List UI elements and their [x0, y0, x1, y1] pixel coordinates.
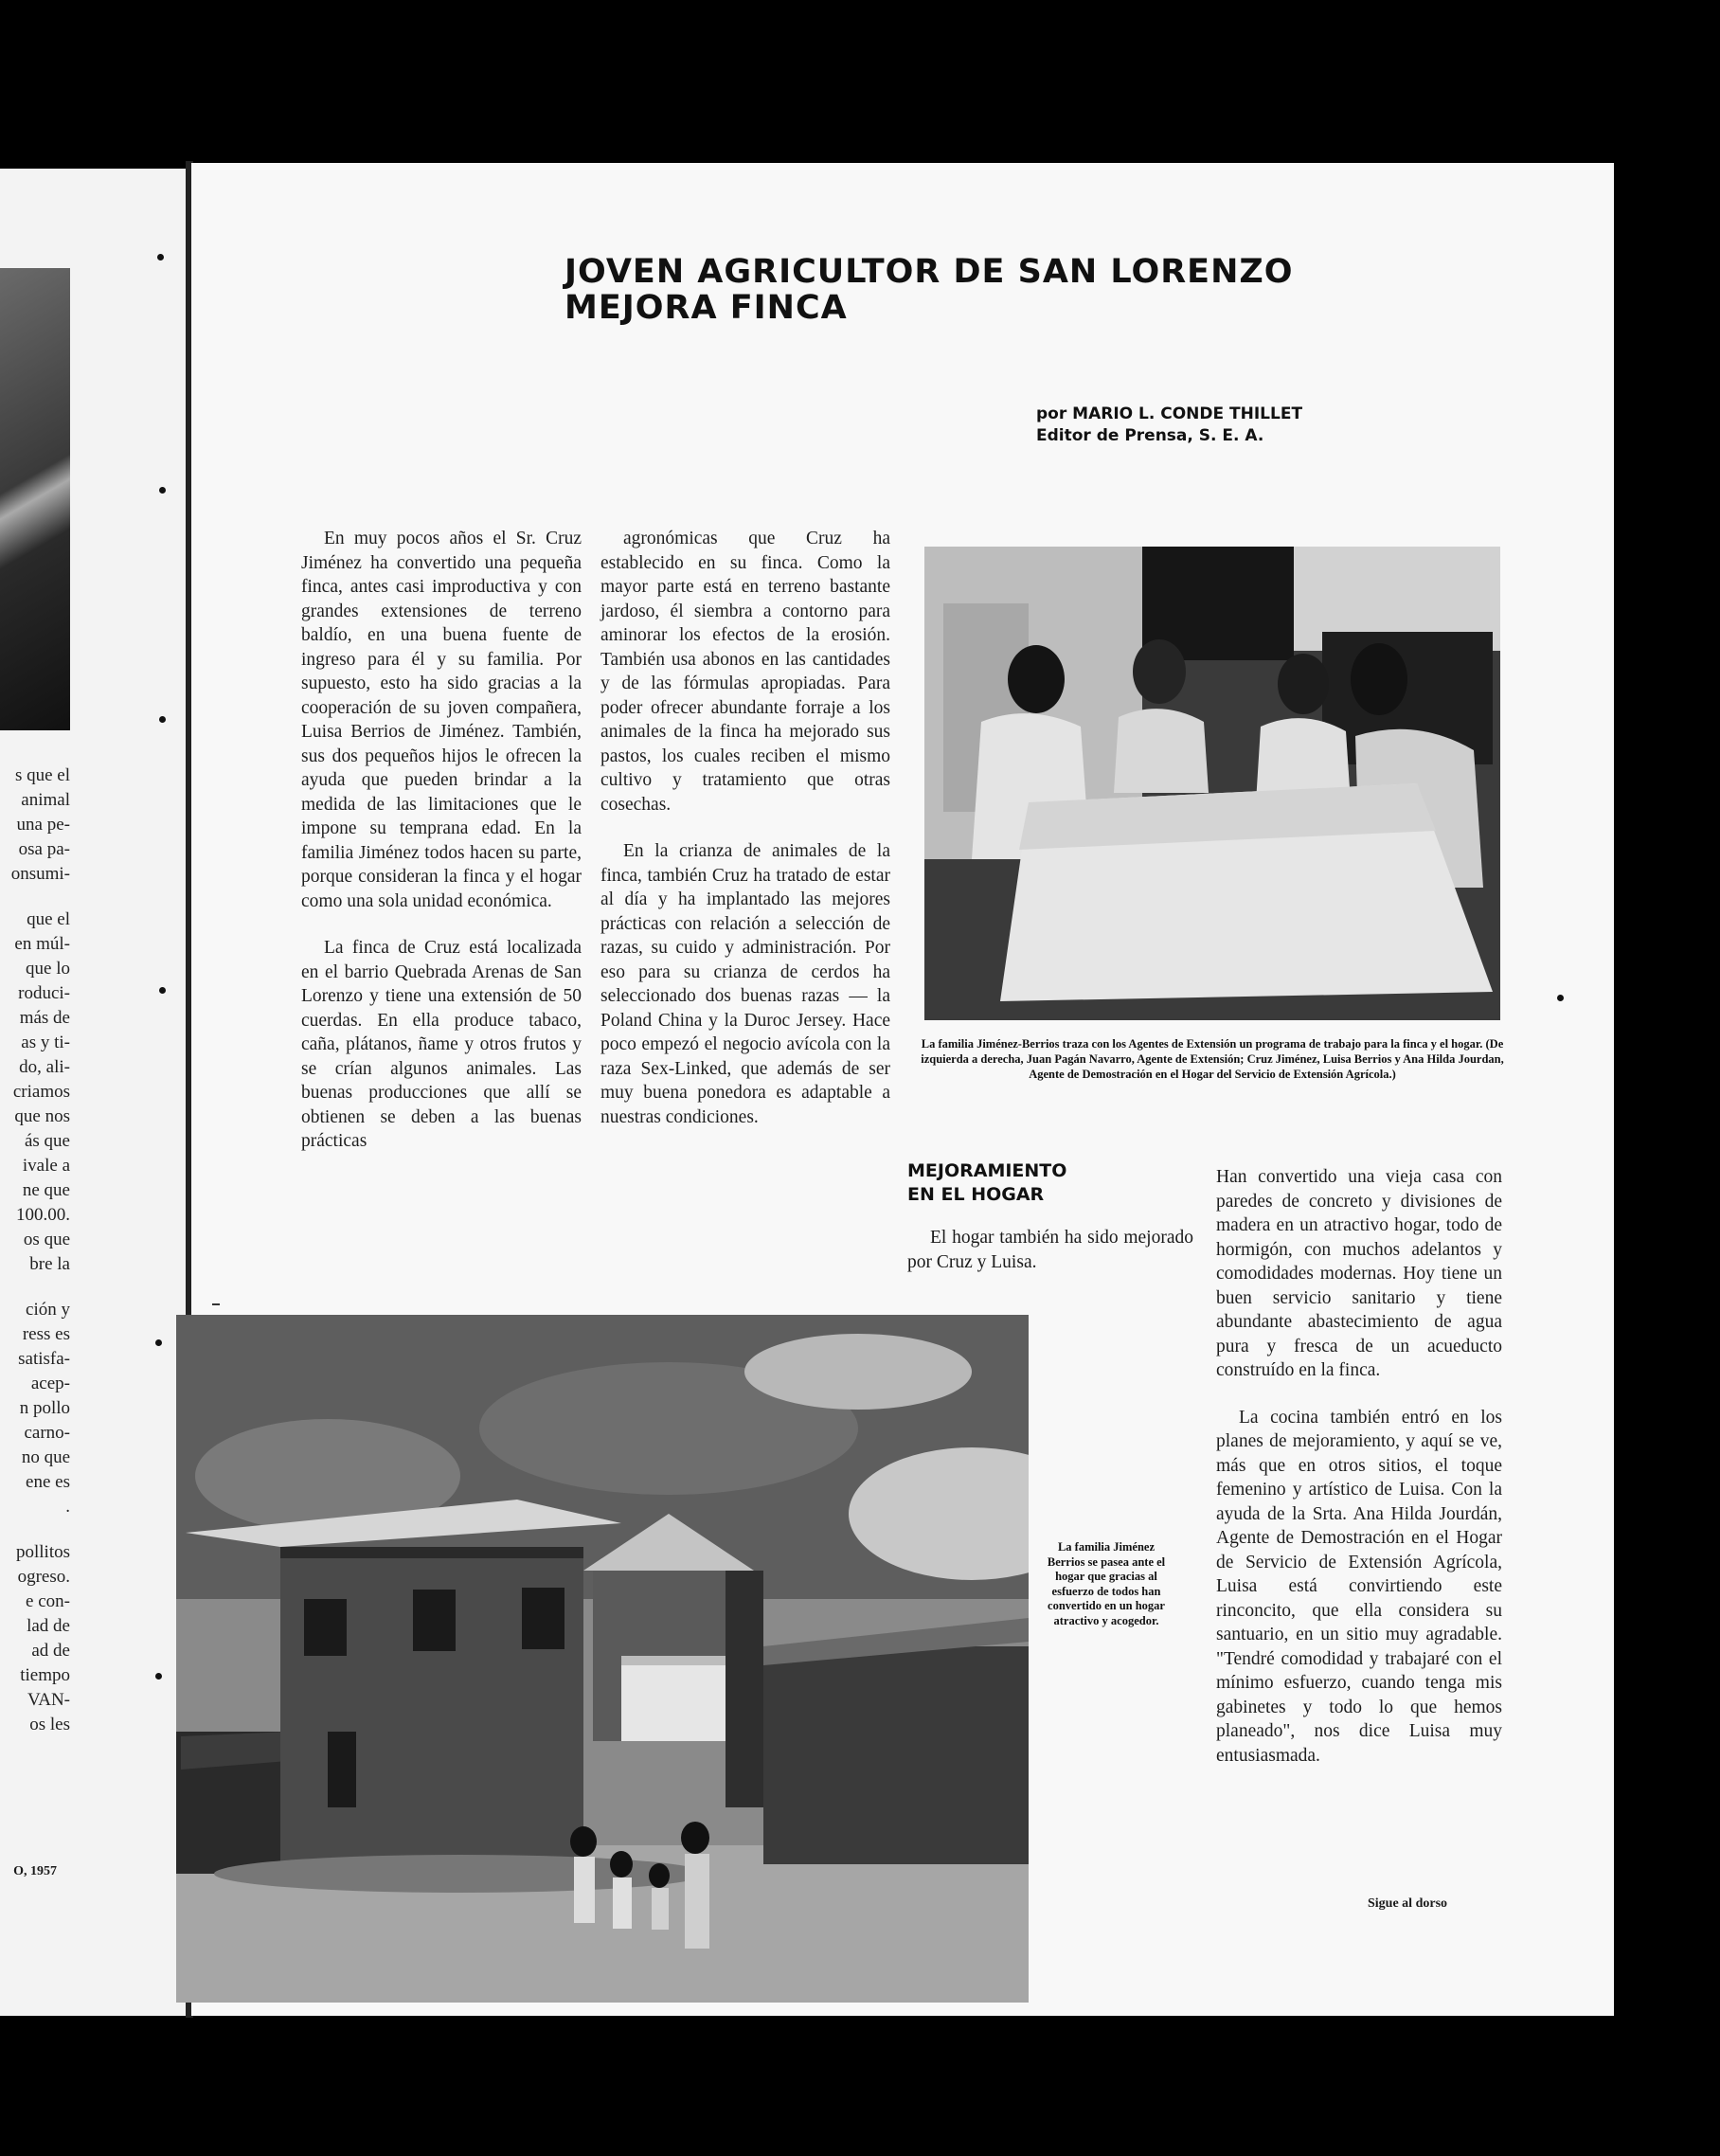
- byline-role: Editor de Prensa, S. E. A.: [1036, 426, 1264, 445]
- paragraph: La cocina también entró en los planes de mejoramiento, y aquí se ve, más que en otros sitios, el toque femenino y artístico de Luisa. Con la ayuda de la Srta. Ana Hilda Jourdán, Agente de Demostración en el Hogar de Servicio de Extensión Agrícola, Luisa está convirtiendo este rinconcito, que ella considera su santuario, en un sitio muy agradable. "Tendré comodidad y trabajaré con el mínimo esfuerzo, cuando tenga mis gabinetes y todo lo que hemos planeado", nos dice Luisa muy entusiasmada.: [1216, 1407, 1502, 1766]
- left-page-paragraph: pollitos ogreso. e con- lad de ad de tiempo VAN- os les: [15, 1542, 70, 1734]
- binding-hole: [159, 987, 166, 994]
- text-column-1: [301, 527, 582, 1177]
- section-heading-line: EN EL HOGAR: [907, 1184, 1045, 1205]
- section-heading-line: MEJORAMIENTO: [907, 1160, 1067, 1181]
- article-title-line: MEJORA FINCA: [564, 289, 848, 327]
- article-title: [564, 253, 1294, 327]
- photo-caption: La familia Jiménez Berrios se pasea ante el hogar que gracias al esfuerzo de todos han convertido en un hogar atractivo y acogedor.: [1047, 1540, 1166, 1627]
- text-column-2: [600, 527, 890, 1152]
- text-column-3: [1216, 1165, 1502, 1790]
- paragraph: Han convertido una vieja casa con paredes de concreto y divisiones de madera en un atractivo hogar, todo de hormigón, con muchos adelantos y comodidades modernas. Hoy tiene un buen servicio sanitario y tiene abundante abastecimiento de agua pura y fresca de un acueducto construído en la finca.: [1216, 1167, 1502, 1380]
- left-page-paragraph: que el en múl- que lo roduci- más de as y ti- do, ali- criamos que nos ás que ivale a ne que 100.00. os que bre la: [12, 909, 70, 1274]
- left-facing-page: [0, 169, 186, 2016]
- continued-note: Sigue al dorso: [1368, 1896, 1448, 1911]
- page-speck: [1557, 995, 1564, 1001]
- family-table-photo: [924, 547, 1500, 1020]
- paragraph: La finca de Cruz está localizada en el barrio Quebrada Arenas de San Lorenzo y tiene una extensión de 50 cuerdas. En ella produce tabaco, caña, plátanos, ñame y otros frutos y se crían algunos animales. Las buenas producciones que allí se obtienen se deben a las buenas prácticas: [301, 938, 582, 1151]
- paragraph: agronómicas que Cruz ha establecido en su finca. Como la mayor parte está en terreno bastante jardoso, él siembra a contorno para aminorar los efectos de la erosión. También usa abonos en las cantidades y de las fórmulas apropiadas. Para poder ofrecer abundante forraje a los animales de la finca ha mejorado sus pastos, los cuales reciben el mismo cultivo y tratamiento que otras cosechas.: [600, 529, 890, 815]
- binding-hole: [159, 716, 166, 723]
- house-photo-image: [176, 1315, 1029, 2003]
- binding-hole: [159, 487, 166, 494]
- left-page-paragraph: ción y ress es satisfa- acep- n pollo carno- no que ene es .: [18, 1300, 70, 1517]
- byline-author: por MARIO L. CONDE THILLET: [1036, 404, 1303, 423]
- byline: [1036, 404, 1302, 447]
- binding-hole: [157, 254, 164, 261]
- paragraph: En muy pocos años el Sr. Cruz Jiménez ha convertido una pequeña finca, antes casi improductiva y con grandes extensiones de terreno baldío, en una buena fuente de ingreso para él y su familia. Por supuesto, esto ha sido gracias a la cooperación de su joven compañera, Luisa Berrios de Jiménez. También, sus dos pequeños hijos le ofrecen la ayuda que pueden brindar a la medida de las limitaciones que le impone su temprana edad. En la familia Jiménez todos hacen su parte, porque consideran la finca y el hogar como una sola unidad económica.: [301, 529, 582, 911]
- binding-hole: [155, 1339, 162, 1346]
- left-page-text: [0, 764, 70, 1758]
- left-page-paragraph: s que el animal una pe- osa pa- onsumi-: [10, 765, 70, 884]
- house-photo: [176, 1315, 1029, 2003]
- binding-hole: [155, 1673, 162, 1680]
- section-heading: [907, 1159, 1066, 1207]
- photo-caption: La familia Jiménez-Berrios traza con los Agentes de Extensión un programa de trabajo para la finca y el hogar. (De izquierda a derecha, Juan Pagán Navarro, Agente de Extensión; Cruz Jiménez, Luisa Berrios y Ana Hilda Jourdan, Agente de Demostración en el Hogar del Servicio de Extensión Agrícola.): [921, 1037, 1504, 1081]
- left-page-photo: [0, 268, 70, 730]
- article-title-line: JOVEN AGRICULTOR DE SAN LORENZO: [564, 253, 1294, 291]
- left-page-footer: O, 1957: [13, 1864, 57, 1878]
- section-intro: El hogar también ha sido mejorado por Cruz y Luisa.: [907, 1228, 1193, 1272]
- divider: [212, 1303, 220, 1305]
- family-table-photo-image: [924, 547, 1500, 1020]
- paragraph: En la crianza de animales de la finca, también Cruz ha tratado de estar al día y ha implantado las mejores prácticas con relación a selección de razas, su cuido y administración. Por eso para su crianza de cerdos ha seleccionado dos buenas razas — la Poland China y la Duroc Jersey. Hace poco empezó el negocio avícola con la raza Sex-Linked, que además de ser muy buena ponedora es adaptable a nuestras condiciones.: [600, 841, 890, 1127]
